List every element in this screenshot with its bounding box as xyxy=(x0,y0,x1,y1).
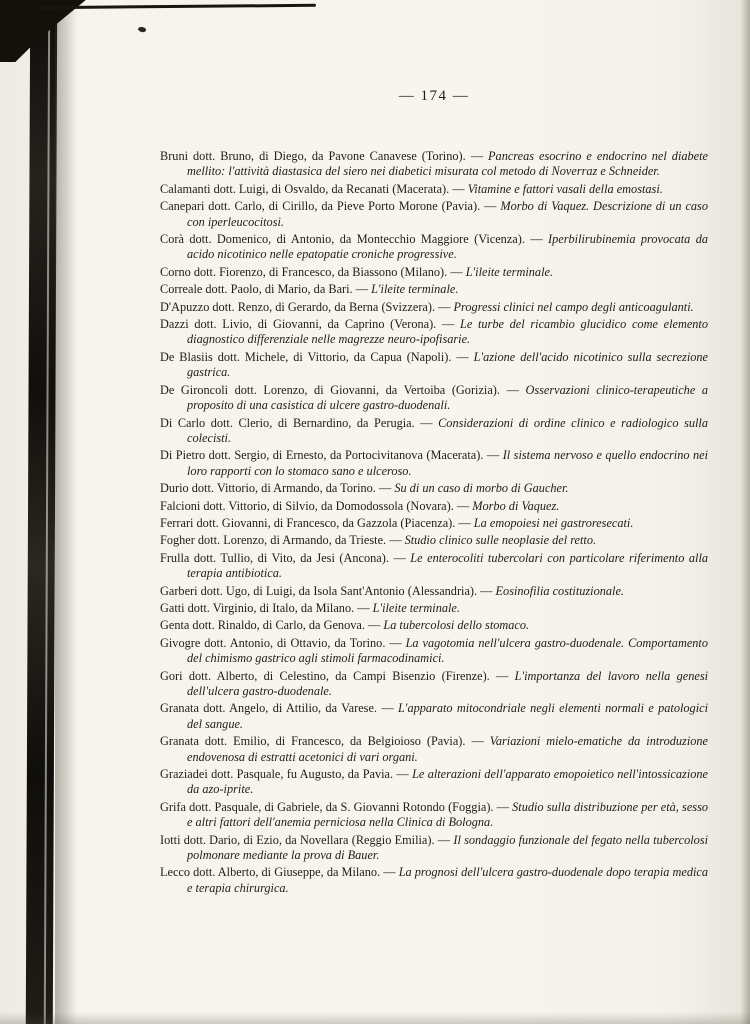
entry-author: Givogre dott. Antonio, di Ottavio, da Torino. xyxy=(160,635,390,650)
entry-separator: — xyxy=(456,498,473,513)
entry-title: Studio sulla distribuzione per età, sesso e altri fattori dell'anemia perniciosa nella Clinica di Bologna. xyxy=(187,799,709,830)
entry-title: Le enterocoliti tubercolari con particolare riferimento alla terapia antibiotica. xyxy=(187,550,709,581)
entry-title: La vagotomia nell'ulcera gastro-duodenale. Comportamento del chimismo gastrico agli stimoli farmacodinamici. xyxy=(187,635,708,666)
entry xyxy=(160,800,708,831)
entry-separator: — xyxy=(480,583,496,598)
entry-separator: — xyxy=(383,865,399,880)
entry-separator: — xyxy=(437,832,454,847)
entry-separator: — xyxy=(471,734,490,749)
entry xyxy=(160,416,708,447)
entry-separator: — xyxy=(355,282,372,297)
entry-separator: — xyxy=(438,299,454,314)
entry-author: Correale dott. Paolo, di Mario, da Bari. xyxy=(160,282,356,297)
entry-list xyxy=(160,149,708,896)
entry-separator: — xyxy=(496,799,513,814)
entry-author: Durio dott. Vittorio, di Armando, da Torino. xyxy=(160,481,379,496)
entry-author: De Gironcoli dott. Lorenzo, di Giovanni, da Vertoiba (Gorizia). xyxy=(160,382,507,397)
entry-title: L'ileite terminale. xyxy=(372,600,460,615)
entry-title: Progressi clinici nel campo degli anticoagulanti. xyxy=(453,299,694,314)
entry-separator: — xyxy=(486,448,503,463)
entry-author: Grifa dott. Pasquale, di Gabriele, da S. Giovanni Rotondo (Foggia). xyxy=(160,799,497,814)
entry-title: L'importanza del lavoro nella genesi dell'ulcera gastro-duodenale. xyxy=(187,668,709,698)
entry xyxy=(160,618,708,633)
entry-author: Di Pietro dott. Sergio, di Ernesto, da Portocivitanova (Macerata). xyxy=(160,448,487,463)
entry-separator: — xyxy=(458,515,474,530)
entry-author: D'Apuzzo dott. Renzo, di Gerardo, da Berna (Svizzera). xyxy=(160,299,439,314)
entry xyxy=(160,669,708,700)
entry-title: L'azione dell'acido nicotinico sulla secrezione gastrica. xyxy=(187,349,708,380)
entry-title: Osservazioni clinico-terapeutiche a proposito di una casistica di ulcere gastro-duodenali. xyxy=(187,382,709,413)
entry-author: Graziadei dott. Pasquale, fu Augusto, da Pavia. xyxy=(160,767,397,782)
scan-left-dark-band xyxy=(26,0,58,1024)
entry-author: Corà dott. Domenico, di Antonio, da Montecchio Maggiore (Vicenza). xyxy=(160,232,531,247)
entry xyxy=(160,383,708,414)
entry xyxy=(160,282,708,297)
entry xyxy=(160,182,708,197)
entry xyxy=(160,481,708,496)
entry-separator: — xyxy=(470,149,489,163)
page-content xyxy=(160,88,708,898)
entry-title: L'ileite terminale. xyxy=(465,264,554,279)
entry-separator: — xyxy=(367,618,384,633)
entry-title: Studio clinico sulle neoplasie del retto. xyxy=(404,533,597,548)
entry-separator: — xyxy=(496,668,515,683)
scan-left-shadow xyxy=(55,0,77,1024)
entry xyxy=(160,516,708,531)
scan-ink-speck xyxy=(137,26,146,33)
entry-author: De Blasiis dott. Michele, di Vittorio, da Capua (Napoli). xyxy=(160,349,457,364)
entry xyxy=(160,636,708,667)
entry xyxy=(160,232,708,263)
scan-right-edge-shadow xyxy=(740,0,750,1024)
entry-title: La tubercolosi dello stomaco. xyxy=(383,618,530,633)
entry-separator: — xyxy=(420,415,439,430)
entry-author: Frulla dott. Tullio, di Vito, da Jesi (Ancona). xyxy=(160,550,394,565)
entry-author: Di Carlo dott. Clerio, di Bernardino, da Perugia. xyxy=(160,415,421,430)
entry-separator: — xyxy=(530,232,549,247)
entry-title: Il sondaggio funzionale del fegato nella tubercolosi polmonare mediante la prova di Bauer. xyxy=(187,832,709,863)
entry-title: Variazioni mielo-ematiche da introduzione endovenosa di estratti acetonici di vari organi. xyxy=(187,734,709,764)
entry-separator: — xyxy=(506,382,526,397)
entry-separator: — xyxy=(441,317,460,332)
entry xyxy=(160,300,708,315)
entry-author: Ferrari dott. Giovanni, di Francesco, da Gazzola (Piacenza). xyxy=(160,515,459,530)
entry-author: Calamanti dott. Luigi, di Osvaldo, da Recanati (Macerata). xyxy=(160,181,453,196)
entry-separator: — xyxy=(484,199,501,214)
entry-title: Considerazioni di ordine clinico e radiologico sulla colecisti. xyxy=(187,415,708,445)
entry-title: Le alterazioni dell'apparato emopoietico nell'intossicazione da azo-iprite. xyxy=(187,767,708,797)
entry-title: Eosinofilia costituzionale. xyxy=(495,583,624,598)
entry-title: L'ileite terminale. xyxy=(371,282,459,297)
entry-separator: — xyxy=(396,767,413,782)
entry-author: Fogher dott. Lorenzo, di Armando, da Trieste. xyxy=(160,533,390,548)
entry-author: Canepari dott. Carlo, di Cirillo, da Pieve Porto Morone (Pavia). xyxy=(160,199,485,214)
entry-title: Su di un caso di morbo di Gaucher. xyxy=(394,481,569,496)
entry xyxy=(160,533,708,548)
entry-author: Falcioni dott. Vittorio, di Silvio, da Domodossola (Novara). xyxy=(160,498,457,513)
entry-separator: — xyxy=(389,635,406,650)
entry-title: La emopoiesi nei gastroresecati. xyxy=(473,515,634,530)
entry xyxy=(160,448,708,479)
entry-author: Granata dott. Emilio, di Francesco, da Belgioioso (Pavia). xyxy=(160,734,472,749)
entry xyxy=(160,701,708,732)
entry xyxy=(160,265,708,280)
entry xyxy=(160,767,708,798)
entry-separator: — xyxy=(456,349,474,364)
page-number: — 174 — xyxy=(398,88,470,104)
entry-title: Il sistema nervoso e quello endocrino nei loro rapporti con lo stomaco sano e ulceroso. xyxy=(187,448,709,478)
entry-author: Gori dott. Alberto, di Celestino, da Campi Bisenzio (Firenze). xyxy=(160,668,497,683)
entry-title: Morbo di Vaquez. Descrizione di un caso con iperleucocitosi. xyxy=(187,199,708,229)
entry-author: Iotti dott. Dario, di Ezio, da Novellara (Reggio Emilia). xyxy=(160,832,438,847)
entry xyxy=(160,149,708,180)
entry xyxy=(160,833,708,864)
entry xyxy=(160,350,708,381)
entry-author: Bruni dott. Bruno, di Diego, da Pavone Canavese (Torino). xyxy=(160,149,471,163)
entry-separator: — xyxy=(452,181,468,196)
entry xyxy=(160,551,708,582)
entry xyxy=(160,865,708,896)
entry-title: L'apparato mitocondriale negli elementi normali e patologici del sangue. xyxy=(187,701,709,731)
entry-title: Iperbilirubinemia provocata da acido nicotinico nelle epatopatie croniche progressive. xyxy=(187,232,709,262)
entry xyxy=(160,317,708,348)
scan-bottom-edge-shadow xyxy=(0,1012,750,1024)
entry xyxy=(160,499,708,514)
entry-author: Garberi dott. Ugo, di Luigi, da Isola Sant'Antonio (Alessandria). xyxy=(160,583,481,598)
entry-author: Genta dott. Rinaldo, di Carlo, da Genova. xyxy=(160,618,368,633)
entry-title: Pancreas esocrino e endocrino nel diabete mellito: l'attività diastasica del siero nei diabetici misurata col metodo di Noverraz e Schneider. xyxy=(187,149,709,179)
entry-separator: — xyxy=(381,701,398,716)
entry xyxy=(160,584,708,599)
entry-title: Vitamine e fattori vasali della emostasi. xyxy=(467,181,663,196)
entry xyxy=(160,734,708,765)
entry-title: Le turbe del ricambio glucidico come elemento diagnostico differenziale nelle magrezze neuro-ipofisarie. xyxy=(187,317,708,347)
entry-title: Morbo di Vaquez. xyxy=(472,498,560,513)
entry-separator: — xyxy=(393,550,411,565)
entry-title: La prognosi dell'ulcera gastro-duodenale dopo terapia medica e terapia chirurgica. xyxy=(187,865,709,895)
entry-separator: — xyxy=(450,264,466,279)
entry-separator: — xyxy=(357,600,373,615)
entry-separator: — xyxy=(389,533,405,548)
entry-author: Corno dott. Fiorenzo, di Francesco, da Biassono (Milano). xyxy=(160,264,451,279)
entry xyxy=(160,199,708,230)
entry xyxy=(160,601,708,616)
entry-author: Lecco dott. Alberto, di Giuseppe, da Milano. xyxy=(160,865,384,880)
entry-author: Granata dott. Angelo, di Attilio, da Varese. xyxy=(160,701,382,716)
entry-author: Gatti dott. Virginio, di Italo, da Milano. xyxy=(160,600,358,615)
entry-separator: — xyxy=(378,481,395,496)
entry-author: Dazzi dott. Livio, di Giovanni, da Caprino (Verona). xyxy=(160,317,442,332)
